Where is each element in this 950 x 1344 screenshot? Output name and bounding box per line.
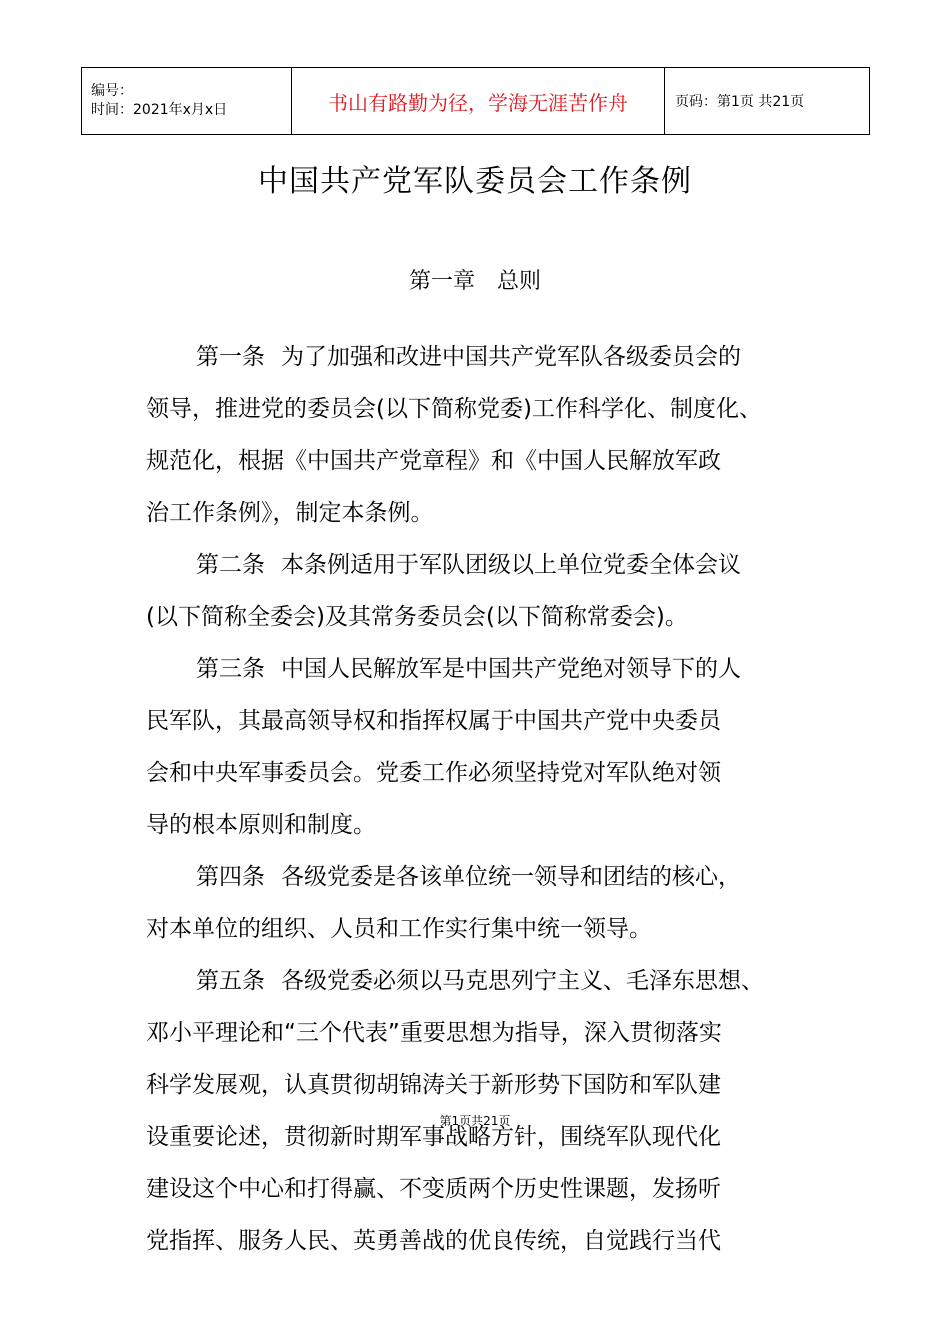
article-line: 设重要论述，贯彻新时期军事战略方针，围绕军队现代化 <box>146 1124 721 1150</box>
article-line: 治工作条例》，制定本条例。 <box>146 500 434 526</box>
header-meta-cell <box>82 68 292 135</box>
article-line: 建设这个中心和打得赢、不变质两个历史性课题，发扬听 <box>146 1176 721 1202</box>
article-line: 科学发展观，认真贯彻胡锦涛关于新形势下国防和军队建 <box>146 1072 721 1098</box>
date-label: 时间：2021年x月x日 <box>91 102 228 118</box>
article-line: 党指挥、服务人民、英勇善战的优良传统，自觉践行当代 <box>146 1228 721 1254</box>
article-line: 第五条 各级党委必须以马克思列宁主义、毛泽东思想、 <box>196 968 764 994</box>
document-title: 中国共产党军队委员会工作条例 <box>258 164 692 199</box>
serial-number-label: 编号： <box>91 83 133 99</box>
article-line: 导的根本原则和制度。 <box>146 812 376 838</box>
article-line: 规范化，根据《中国共产党章程》和《中国人民解放军政 <box>146 448 721 474</box>
header-motto: 书山有路勤为径，学海无涯苦作舟 <box>292 68 665 135</box>
header-page-label: 页码：第1页 共21页 <box>665 68 870 135</box>
document-header-table <box>81 67 870 135</box>
article-line: 第一条 为了加强和改进中国共产党军队各级委员会的 <box>196 344 741 370</box>
article-number: 第三条 <box>196 656 265 682</box>
article-number: 第一条 <box>196 344 265 370</box>
document-body <box>146 333 826 1269</box>
article-number: 第二条 <box>196 552 265 578</box>
article-line: 民军队，其最高领导权和指挥权属于中国共产党中央委员 <box>146 708 721 734</box>
article-line: 第四条 各级党委是各该单位统一领导和团结的核心， <box>196 864 741 890</box>
article-line: 邓小平理论和“三个代表”重要思想为指导，深入贯彻落实 <box>146 1020 722 1046</box>
article-line: 第二条 本条例适用于军队团级以上单位党委全体会议 <box>196 552 741 578</box>
article-line: (以下简称全委会)及其常务委员会(以下简称常委会)。 <box>146 604 688 630</box>
page-footer: 第1页共21页 <box>439 1114 511 1128</box>
chapter-heading: 第一章 总则 <box>408 269 541 294</box>
article-line: 对本单位的组织、人员和工作实行集中统一领导。 <box>146 916 652 942</box>
article-number: 第五条 <box>196 968 265 994</box>
article-line: 会和中央军事委员会。党委工作必须坚持党对军队绝对领 <box>146 760 721 786</box>
article-line: 第三条 中国人民解放军是中国共产党绝对领导下的人 <box>196 656 741 682</box>
article-number: 第四条 <box>196 864 265 890</box>
article-line: 领导，推进党的委员会(以下简称党委)工作科学化、制度化、 <box>146 396 762 422</box>
